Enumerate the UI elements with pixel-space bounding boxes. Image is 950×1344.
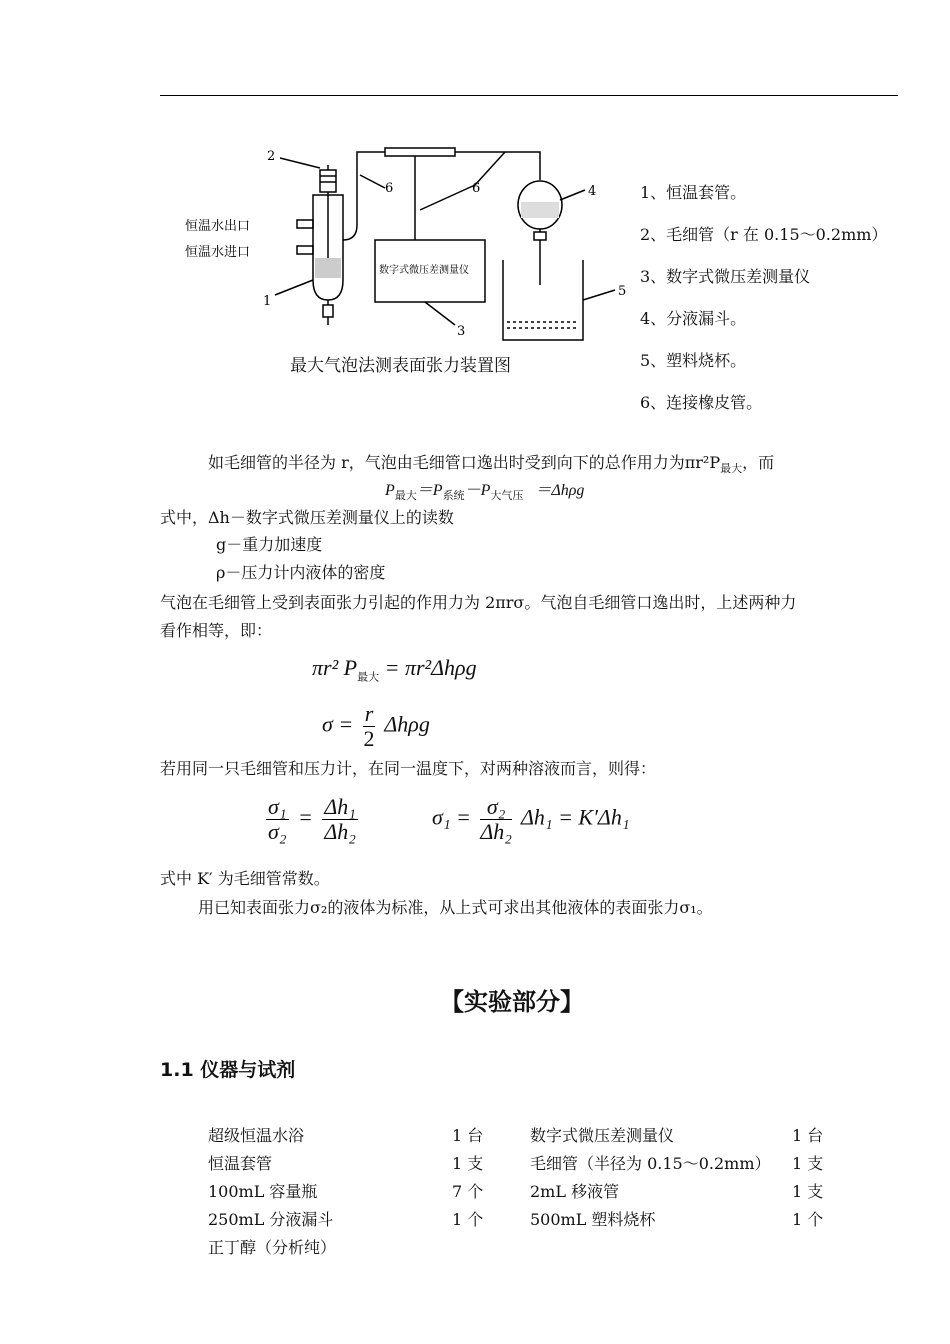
diagram-caption: 最大气泡法测表面张力装置图 bbox=[290, 356, 511, 376]
diagram-legend bbox=[640, 180, 887, 432]
equation-2: σ = $\frac{r}{2}$ Δhρg bbox=[322, 701, 430, 751]
label-3: 3 bbox=[457, 324, 466, 339]
apparatus-diagram bbox=[185, 140, 635, 350]
meter-label: 数字式微压差测量仪 bbox=[379, 265, 469, 276]
label-6b: 6 bbox=[472, 181, 481, 196]
equation-1: πr² $P_{最大} = \pi r^2\Delta h\rho g$ bbox=[312, 655, 477, 684]
label-outlet: 恒温水出口 bbox=[185, 219, 251, 234]
legend-item: 1、恒温套管。 bbox=[640, 183, 747, 202]
legend-item: 3、数字式微压差测量仪 bbox=[640, 267, 811, 286]
label-1: 1 bbox=[263, 294, 272, 309]
paragraph-4: g－重力加速度 bbox=[216, 535, 323, 554]
label-6a: 6 bbox=[385, 181, 394, 196]
header-rule bbox=[160, 95, 898, 96]
label-2: 2 bbox=[267, 149, 276, 164]
paragraph-3: 式中，Δh－数字式微压差测量仪上的读数 bbox=[160, 508, 454, 527]
paragraph-6: 气泡在毛细管上受到表面张力引起的作用力为 2πrσ。气泡自毛细管口逸出时，上述两种力 bbox=[160, 593, 797, 612]
equipment-table bbox=[208, 1120, 823, 1260]
table-row: 超级恒温水浴 1 台 数字式微压差测量仪 1 台 bbox=[208, 1125, 824, 1145]
paragraph-10: 用已知表面张力σ₂的液体为标准，从上式可求出其他液体的表面张力σ₁。 bbox=[198, 898, 713, 917]
legend-item: 4、分液漏斗。 bbox=[640, 309, 747, 328]
section-subtitle: 1.1 仪器与试剂 bbox=[160, 1059, 296, 1081]
label-inlet: 恒温水进口 bbox=[185, 245, 251, 260]
table-row: 100mL 容量瓶 7 个 2mL 移液管 1 支 bbox=[208, 1181, 824, 1201]
label-5: 5 bbox=[618, 284, 627, 299]
equation-4: σ₁ = $\frac{\text{σ₂}}{\text{Δh₂}}$ Δh₁ = K′Δh₁ bbox=[432, 794, 630, 844]
table-row: 恒温套管 1 支 毛细管（半径为 0.15～0.2mm） 1 支 bbox=[208, 1153, 824, 1173]
pressure-equation: $P_{最大}=P_{系统}-P_{大气压}$ ＝Δhρg bbox=[385, 482, 585, 503]
section-title: 【实验部分】 bbox=[440, 988, 584, 1016]
paragraph-9: 式中 K′ 为毛细管常数。 bbox=[160, 869, 330, 888]
label-4: 4 bbox=[588, 184, 597, 199]
table-row: 正丁醇（分析纯） bbox=[208, 1237, 337, 1257]
legend-item: 2、毛细管（r 在 0.15～0.2mm） bbox=[640, 225, 888, 244]
paragraph-7: 看作相等，即： bbox=[160, 621, 273, 640]
table-row: 250mL 分液漏斗 1 个 500mL 塑料烧杯 1 个 bbox=[208, 1209, 824, 1229]
paragraph-8: 若用同一只毛细管和压力计，在同一温度下，对两种溶液而言，则得： bbox=[160, 759, 657, 778]
paragraph-5: ρ－压力计内液体的密度 bbox=[216, 563, 386, 582]
paragraph-1: 如毛细管的半径为 r，气泡由毛细管口逸出时受到向下的总作用力为$\pi r^2P_{最大}$，而 bbox=[208, 453, 775, 476]
legend-item: 6、连接橡皮管。 bbox=[640, 393, 763, 412]
legend-item: 5、塑料烧杯。 bbox=[640, 351, 747, 370]
equation-3: $\frac{\text{σ₁}}{\text{σ₂}}$ = $\frac{\text{Δh₁}}{\text{Δh₂}}$ bbox=[268, 794, 356, 844]
